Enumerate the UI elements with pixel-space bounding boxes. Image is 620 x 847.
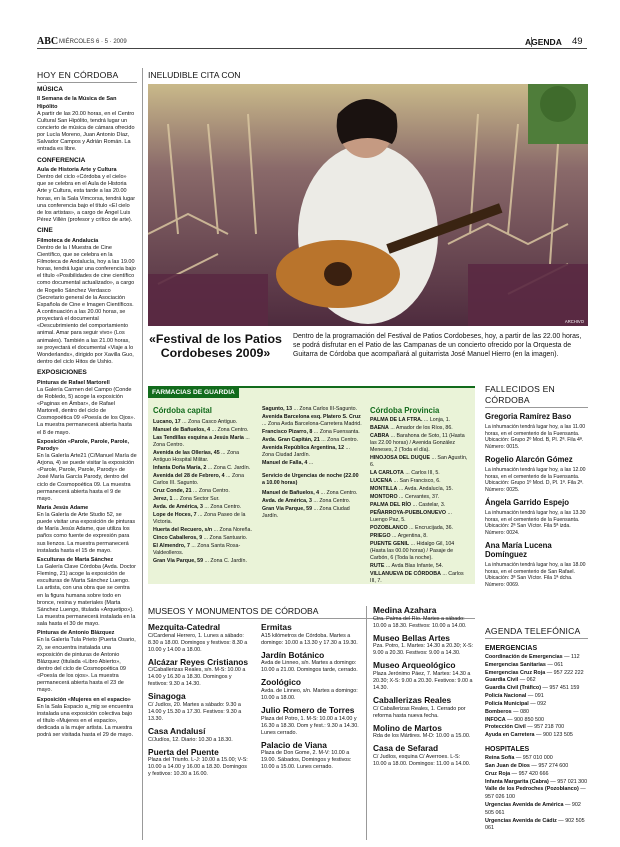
pharmacy-address: PUENTE GENIL: [370, 541, 410, 548]
event-title: II Semana de la Música de San Hipólito: [37, 96, 117, 110]
museum-name: Museo Arqueológico: [373, 660, 456, 671]
event-description: En la Galería Tula Prieto (Puerta Osario, 2), se encuentra instalada una exposición de pinturas de Antonio Blázquez (titulada «Libro Abierto», dentro del ciclo de Cosmopoética 09 «Poesía de los ojos». La muestra permanecerá abierta hasta el 23 de mayo.: [37, 637, 136, 694]
phone-number[interactable]: 957 451 159: [549, 685, 580, 692]
pharmacy-entry: Infanta Doña María, 2 ... Zona C. Jardín.: [153, 464, 251, 471]
phone-directory: [485, 626, 588, 833]
museum-entry: [261, 651, 363, 675]
museum-name: Museo Bellas Artes: [373, 632, 450, 643]
photo-credit: ARCHIVO: [564, 318, 584, 324]
obituaries-title: FALLECIDOS EN CÓRDOBA: [485, 384, 588, 408]
phone-entry: Infanta Margarita (Cabra) — 957 021 300: [485, 778, 588, 785]
pharmacy-address: Avenida Barcelona esq. Platero S. Cruz: [262, 414, 361, 421]
pharmacy-address: Avda. de América, 3: [153, 504, 203, 511]
pharmacy-col2: [262, 406, 362, 521]
pharmacy-entry: Francisco Pizarro, 8 ... Zona Fuensanta.: [262, 429, 360, 435]
pharmacy-entry: LA CARLOTA ... Carlos III, 5.: [370, 469, 440, 476]
event-description: En la Sala Espacio a_mig se encuentra instalada una exposición colectiva bajo el título «Mujeres en el espacio», dedicada a la mujer artista. La muestra podrá ser visitada hasta el 29 de mayo.: [37, 703, 134, 739]
pharmacy-entry: RUTE ... Avda Blas Infante, 54.: [370, 563, 444, 570]
pharmacy-entry: Sagunto, 13 ... Zona Carlos III-Sagunto.: [262, 406, 358, 412]
left-subsection-title: MÚSICA: [37, 86, 64, 93]
museum-hours: Ctra. Palma del Río. Martes a sábado: 10.00 a 18.30. Festivos: 10.00 a 14.00.: [373, 615, 467, 629]
pharmacy-zone: Lonja, 1.: [429, 416, 451, 423]
feature-kicker: INELUDIBLE CITA CON: [148, 70, 241, 80]
left-subsection-title: CONFERENCIA: [37, 156, 86, 164]
pharmacy-col1: [153, 406, 253, 566]
pharmacy-address: Manuel de Bañuelos, 4: [262, 489, 320, 496]
pharmacy-entry: Manuel de Bañuelos, 4 ... Zona Centro.: [153, 427, 249, 434]
phone-entry: Urgencias Avenida de América — 902 505 061: [485, 801, 581, 816]
pharmacy-zone: Zona Santuario.: [209, 535, 248, 542]
feature-photo: [148, 84, 588, 326]
museum-hours: C/ Judíos, 20. Martes a sábado: 9.30 a 14.00 y 15.30 a 17.30. Festivos: 9.30 a 13.30.: [148, 702, 242, 723]
pharmacy-entry: HINOJOSA DEL DUQUE ... San Agustín, 6.: [370, 454, 468, 468]
museum-name: Casa de Sefarad: [373, 743, 439, 754]
pharmacy-address: POZOBLANCO: [370, 525, 408, 532]
feature-body: Dentro de la programación del Festival de Patios Cordobeses, hoy, a partir de las 22.00 horas, se podrá disfrutar en el Patio de las Campanas de un concierto ofrecido por la Orquesta de Guitarra de Córdoba que acompañará al guitarrista José Manuel Hierro (en la imagen).: [293, 333, 582, 359]
museum-hours: Plaza del Potro, 1. M-S: 10.00 a 14.00 y 16.30 a 18.30. Dom y fest.: 9.30 a 14.30. Lunes cerrado.: [261, 715, 359, 736]
pharmacy-entry: MONTORO ... Cervantes, 37.: [370, 494, 440, 501]
phone-service: Ayuda en Carretera: [485, 732, 535, 739]
urgency-title: Servicio de Urgencias de noche (22.00 a 10.00 horas): [262, 472, 359, 486]
pharmacy-address: Manuel de Bañuelos, 4: [153, 427, 211, 434]
pharmacy-zone: Zona Antiguo Hospital Militar.: [153, 450, 240, 463]
museum-hours: Avda de Linneo, s/n. Martes a domingo: 10.00 a 21.00. Domingos tarde, cerrado.: [261, 660, 358, 674]
pharmacy-address: Manuel de Falla, 4: [262, 460, 308, 467]
museum-hours: Pza. Potro, 1. Martes: 14.30 a 20.30; X-S: 9.00 a 20.30. Festivos: 9.00 a 14.30.: [373, 643, 474, 657]
pharmacy-entry: Jerez, 1 ... Zona Sector Sur.: [153, 496, 220, 503]
phone-entry: Policía Municipal — 092: [485, 700, 547, 707]
pharmacy-zone: San Agustín, 6.: [370, 454, 468, 468]
pharmacy-entry: LUCENA ... San Francisco, 6.: [370, 477, 441, 484]
pharmacy-zone: Zona Fuensanta.: [319, 429, 360, 435]
phone-entry: Bomberos — 080: [485, 708, 530, 715]
pharmacy-entry: VILLANUEVA DE CÓRDOBA ... Carlos III, 7.: [370, 571, 464, 584]
pharmacy-zone: Zona Noreña.: [219, 527, 252, 534]
pharmacy-zone: Zona C. Jardín.: [210, 558, 247, 565]
museum-hours: Plaza de Don Gome, 2. M-V: 10.00 a 19.00. Sábados, Domingos y festivos: 10.00 a 15.00. Lunes cerrado.: [261, 750, 352, 771]
phone-number[interactable]: 902 505 061: [485, 817, 585, 832]
event-description: En la Galería de Arte Studio 52, se puede visitar una exposición de pinturas de María Jesús Adame, que utiliza los paños como fuente de expresión para sus lienzos. La muestra permanecerá instalada hasta el 15 de mayo.: [37, 512, 136, 554]
museum-entry: [261, 706, 363, 737]
emergencies-title: EMERGENCIAS: [485, 645, 538, 652]
pharmacy-entry: PALMA DE LA FTRA. ... Lonja, 1.: [370, 416, 451, 423]
museum-name: Medina Azahara: [373, 605, 437, 615]
phone-entry: Emergencias Sanitarias — 061: [485, 661, 564, 668]
pharmacy-address: PRIEGO: [370, 533, 391, 540]
pharmacy-zone: Zona Centro.: [217, 427, 249, 434]
phone-service: Emergencias Sanitarias: [485, 661, 546, 668]
museum-hours: A15 kilómetros de Córdoba. Martes a domingo: 10.00 a 13.30 y 17.30 a 19.30.: [261, 632, 358, 646]
museum-hours: C/Judíos, 12. Diario: 10.30 a 18.30.: [148, 736, 233, 743]
phone-entry: Reina Sofía — 957 010 000: [485, 755, 553, 762]
pharmacy-zone: Hidalgo Gil, 104 (Hasta las 00.00 horas) / Pasaje de Carbón, 6 (Toda la noche).: [370, 541, 455, 561]
museum-name: Mezquita-Catedral: [148, 622, 221, 632]
museum-entry: [373, 661, 475, 692]
phone-number[interactable]: 957 420 666: [518, 770, 549, 777]
pharmacy-address: PALMA DEL RÍO: [370, 502, 412, 509]
pharmacy-zone: Carlos III, 5.: [411, 469, 440, 476]
event-title: Pinturas de Antonio Blázquez: [37, 630, 115, 637]
pharmacy-entry: Las Tendillas esquina a Jesús María ... Zona Centro.: [153, 435, 250, 448]
pharmacy-zone: Avda Blas Infante, 54.: [391, 563, 444, 570]
patio-photo: [148, 84, 588, 326]
pharmacy-entry: Lucano, 17 ... Zona Casco Antiguo.: [153, 418, 238, 425]
event-description: La Galería Carmen del Campo (Conde de Robledo, 5) acoge la exposición «Paginas en Ámbar», de Rafael Martorell, dentro del ciclo de Cosmopoética 09 «Poesía de los Ojos». La muestra permanecerá abierta hasta el 8 de mayo.: [37, 386, 136, 436]
pharmacy-address: RUTE: [370, 563, 385, 570]
pharmacy-entry: PRIEGO ... Argentina, 8.: [370, 533, 428, 540]
phone-service: Guardia Civil: [485, 677, 519, 684]
phone-entry: Protección Civil — 957 218 700: [485, 724, 565, 731]
pharmacy-address: Avda. Gran Capitán, 21: [262, 437, 320, 444]
phone-number[interactable]: 112: [570, 653, 580, 660]
pharmacy-title-text: FARMACIAS DE GUARDIA: [152, 389, 235, 396]
museum-name: Palacio de Viana: [261, 739, 327, 750]
event-title: Filmoteca de Andalucía: [37, 237, 99, 244]
pharmacy-address: LUCENA: [370, 477, 393, 484]
pharmacy-zone: Zona C. Jardín.: [213, 464, 251, 471]
phone-entry: Guardia Civil (Tráfico) — 957 451 159: [485, 685, 580, 692]
phone-entry: Cruz Roja — 957 420 666: [485, 770, 549, 777]
burial-details: La inhumación tendrá lugar hoy, a las 13.30 horas, en el cementerio de la Fuensanta. Ubicación: 2ª San Víctor. Fila 5ª izda. Número: 0024.: [485, 509, 586, 537]
museum-hours: C/ Caballerizas Reales, 1. Cerrado por reforma hasta nueva fecha.: [373, 705, 466, 719]
pharmacy-entry: PALMA DEL RÍO ... Castelar, 3.: [370, 502, 446, 509]
museum-entry: [148, 658, 250, 689]
museum-entry: [261, 623, 363, 647]
phone-number[interactable]: 061: [554, 661, 564, 668]
museums-col-3: [373, 606, 475, 772]
museum-name: Jardín Botánico: [261, 649, 325, 660]
phone-number[interactable]: 957 222 222: [553, 669, 584, 676]
event-description: La Galería Clave Córdoba (Avda. Doctor Fleming, 21) acoge la exposición de esculturas de Marta Sánchez Luengo. La artista, con una obra que se centra en la figura humana sobre todo en bronce, resina y materiales (Marta Sánchez Luengo, titulada «Arquetipo»). La muestra permanecerá instalada en la sala hasta el 30 de mayo.: [37, 564, 136, 628]
pharmacy-address: Jerez, 1: [153, 496, 173, 503]
pharmacy-zone: Zona Centro.: [153, 441, 184, 448]
pharmacy-zone: Zona Carlos III. Sagunto.: [153, 473, 245, 486]
museum-hours: Rda de los Mártires. M-D: 10.00 a 15.00.: [373, 733, 471, 740]
museum-entry: [148, 748, 250, 779]
phone-service: Valle de los Pedroches (Pozoblanco): [485, 786, 579, 793]
phone-number[interactable]: 957 274 600: [538, 762, 569, 769]
pharmacy-zone: Carlos III, 7.: [370, 571, 464, 584]
phone-service: INFOCA: [485, 716, 506, 723]
museum-entry: [148, 623, 250, 654]
pharmacy-zone: Amador de los Ríos, 86.: [395, 425, 453, 432]
pharmacy-entry: Manuel de Falla, 4 ...: [262, 460, 314, 467]
pharmacy-col3: [370, 406, 470, 586]
phone-entry: Policía Nacional — 091: [485, 693, 544, 700]
pharmacy-address: Avenida República Argentina, 12: [262, 445, 345, 452]
event-description: Dentro de la I Muestra de Cine Científico, que se celebra en la Filmoteca de Andalucía, hoy a las 19.00 horas, tendrá lugar una conferencia bajo el título «Posibilidades de cine científico como documental actualizado», a cargo de Rogelio Sánchez Verdasco (Secretario general de la Asociación Española de Cine e Imagen Científicos. A continuación a las 20.00 horas, se proyectará el documental «Descubrimiento del comportamiento animal. Amar para seguir vivo» (Los animales). También a las 21.00 horas, se proyectará el documental «Viaje a lo Wonderlands», dirigido por Xavilla Guo, dentro del ciclo Hitos de Ushio.: [37, 244, 136, 365]
phone-number[interactable]: 092: [537, 700, 547, 707]
pharmacy-zone: Zona Centro.: [319, 497, 351, 504]
obituaries: [485, 384, 588, 594]
pharmacy-address: Gran Vía Parque, 59: [153, 558, 204, 565]
pharmacy-address: PEÑARROYA-PUEBLONUEVO: [370, 510, 447, 517]
pharmacy-entry: El Almendro, 7 ... Zona Santa Rosa-Valdeolleros.: [153, 543, 241, 557]
pharmacy-address: Huerta del Recuero, s/n: [153, 527, 213, 534]
pharmacy-zone: Avda. Andalucía, 15.: [404, 485, 453, 492]
museum-entry: [148, 727, 250, 744]
deceased-name: Ángela Garrido Espejo: [485, 497, 570, 507]
pharmacy-entry: Avenida Barcelona esq. Platero S. Cruz ... Zona Avda Barcelona-Carretera Madrid.: [262, 414, 362, 427]
museum-entry: [148, 692, 250, 723]
event-description: Dentro del ciclo «Córdoba y el cielo» que se celebra en el Aula de Historia Arte y Cultura, esta tarde a las 20.00 horas, en la Sala Vimcorsa, tendrá lugar una conferencia bajo el título «El cielo de los artistas», a cargo de Ángel Luis Pérez Villén (profesor y crítico de arte).: [37, 174, 136, 223]
pharmacy-zone: Zona Centro.: [327, 437, 359, 444]
brand-logo: ABC: [37, 36, 59, 47]
museums-col-2: [261, 623, 363, 775]
event-title: Pinturas de Rafael Martorell: [37, 379, 110, 386]
museum-entry: [373, 606, 475, 630]
pharmacy-zone: Zona Santa Rosa-Valdeolleros.: [153, 543, 241, 557]
phone-entry: Valle de los Pedroches (Pozoblanco) — 957 026 100: [485, 786, 586, 801]
phone-number[interactable]: 902 505 061: [485, 801, 581, 816]
deceased-name: Ana María Lucena Domínguez: [485, 540, 552, 559]
phone-number[interactable]: 062: [526, 677, 536, 684]
pharmacy-zone: Zona Ciudad Jardín.: [262, 452, 310, 458]
museum-hours: C/ Judíos, esquina C/ Averroes. L-S: 10.00 a 18.00. Domingos: 11.00 a 14.00.: [373, 754, 471, 768]
event-description: En la Galería Arte21 (C/Manuel María de Arjona, 4) se puede visitar la exposición «Parole, Parole, Parole, Parody» de José María García Parody, dentro del ciclo de Cosmopoética 09. La muestra permanecerá abierta hasta el 9 de mayo.: [37, 452, 137, 502]
phone-number[interactable]: 957 010 000: [522, 755, 553, 762]
burial-details: La inhumación tendrá lugar hoy, a las 12.00 horas, en el cementerio de la Fuensanta. Ubicación: Grupo 1º Mod. D, Pl. 1ª. Fila 2ª. Número: 0025.: [485, 466, 586, 494]
phone-service: Coordinación de Emergencias: [485, 653, 563, 660]
pharmacy-address: PALMA DE LA FTRA.: [370, 416, 423, 423]
phone-service: Urgencias Avenida de América: [485, 801, 564, 808]
pharmacy-zone: Zona Carlos III-Sagunto.: [299, 406, 358, 412]
phone-service: Reina Sofía: [485, 755, 515, 762]
museum-entry: [373, 634, 475, 658]
pharmacy-entry: Avenida República Argentina, 12 ... Zona Ciudad Jardín.: [262, 445, 350, 458]
museum-name: Molino de Martos: [373, 722, 442, 733]
pharmacy-address: CABRA: [370, 433, 390, 440]
pharmacy-entry: Gran Vía Parque, 59 ... Zona C. Jardín.: [153, 558, 247, 565]
museum-entry: [373, 744, 475, 768]
pharmacy-address: Avenida del 28 de Febrero, 4: [153, 473, 225, 480]
museum-entry: [373, 724, 475, 741]
museum-name: Caballerizas Reales: [373, 695, 452, 706]
phone-service: Policía Municipal: [485, 700, 529, 707]
phone-entry: San Juan de Dios — 957 274 600: [485, 762, 569, 769]
pharmacy-entry: Avda. de América, 3 ... Zona Centro.: [153, 504, 242, 511]
pharmacy-zone: Zona Centro.: [210, 504, 242, 511]
pharmacy-entry: Avda. Gran Capitán, 21 ... Zona Centro.: [262, 437, 359, 444]
phone-entry: INFOCA — 900 850 500: [485, 716, 545, 723]
burial-details: La inhumación tendrá lugar hoy, a las 11.00 horas, en el cementerio de la Fuensanta. Ubicación: Grupo 2º Mod. B, Pl. 2ª. Fila 4ª. Número: 0015.: [485, 423, 586, 451]
pharmacy-address: Cinco Caballeros, 9: [153, 535, 203, 542]
pharmacy-zone: Zona Sector Sur.: [179, 496, 220, 503]
left-column: [37, 70, 137, 840]
museum-entry: [261, 741, 363, 772]
pharmacy-address: Lope de Hoces, 7: [153, 512, 197, 519]
province-title: Córdoba Provincia: [370, 406, 440, 415]
page-number: 49: [572, 36, 583, 47]
phone-service: Bomberos: [485, 708, 512, 715]
pharmacy-zone: Cervantes, 37.: [404, 494, 440, 501]
event-title: Exposición «Parole, Parole, Parole, Parody»: [37, 438, 130, 452]
pharmacy-address: Infanta Doña María, 2: [153, 464, 207, 471]
hospitals-title: HOSPITALES: [485, 746, 530, 754]
museum-hours: C/Cardenal Herrero, 1. Lunes a sábado: 8.30 a 18.00. Domingos y festivos: 8.30 a 10.00 y 14.00 a 18.00.: [148, 632, 248, 653]
pharmacy-zone: San Francisco, 6.: [399, 477, 441, 484]
pharmacy-address: Cruz Conde, 21: [153, 487, 192, 494]
page-header: [37, 36, 587, 48]
pharmacy-zone: Luengo Paz, 5.: [370, 517, 406, 524]
pharmacy-entry: Gran Vía Parque, 59 ... Zona Ciudad Jardín.: [262, 505, 350, 519]
today-title: HOY EN CÓRDOBA: [37, 70, 137, 83]
page-date: MIÉRCOLES 6 · 5 · 2009: [59, 39, 127, 45]
museum-name: Puerta del Puente: [148, 746, 219, 757]
event-title: Aula de Historia Arte y Cultura: [37, 167, 117, 173]
pharmacy-address: Sagunto, 13: [262, 406, 293, 412]
museum-entry: [373, 696, 475, 720]
phone-number[interactable]: 957 021 300: [557, 778, 588, 785]
museum-name: Sinagoga: [148, 691, 186, 702]
pharmacy-address: El Almendro, 7: [153, 543, 190, 550]
burial-details: La inhumación tendrá lugar hoy, a las 18.00 horas, en el cementerio de San Rafael. Ubicación: 3ª San Víctor. Fila 1ª dcha. Número: 0069.: [485, 561, 586, 589]
museum-hours: Plaza Jerónimo Páez, 7. Martes: 14.30 a 20.30; X-S: 9.00 a 20.30. Festivos: 9.00 a 14.30.: [373, 671, 473, 692]
museum-entry: [261, 678, 363, 702]
phone-entry: Coordinación de Emergencias — 112: [485, 653, 580, 660]
museum-name: Zoológico: [261, 677, 302, 688]
pharmacy-zone: Zona Centro.: [198, 487, 230, 494]
deceased-name: Rogelio Alarcón Gómez: [485, 454, 573, 464]
phone-entry: Emergencias Cruz Roja — 957 222 222: [485, 669, 584, 676]
museum-name: Ermitas: [261, 622, 292, 632]
phone-service: Policía Nacional: [485, 693, 527, 700]
pharmacy-entry: Cruz Conde, 21 ... Zona Centro.: [153, 487, 230, 494]
pharmacy-zone: Zona Centro.: [326, 489, 358, 496]
phones-title: AGENDA TELEFÓNICA: [485, 626, 588, 639]
pharmacy-entry: BAENA ... Amador de los Ríos, 86.: [370, 425, 453, 432]
pharmacy-zone: Zona Avda Barcelona-Carretera Madrid.: [267, 420, 362, 427]
event-title: Esculturas de Marta Sánchez: [37, 556, 114, 563]
pharmacy-title: [148, 388, 239, 398]
pharmacy-address: Lucano, 17: [153, 418, 181, 425]
pharmacy-zone: Castelar, 3.: [418, 502, 446, 509]
museum-name: Alcázar Reyes Cristianos: [148, 656, 249, 667]
phone-service: Urgencias Avenida de Cádiz: [485, 817, 557, 824]
pharmacy-address: BAENA: [370, 425, 389, 432]
pharmacy-entry: MONTILLA ... Avda. Andalucía, 15.: [370, 485, 453, 492]
phone-entry: Guardia Civil — 062: [485, 677, 536, 684]
event-title: Exposición «Mujeres en el espacio»: [37, 696, 131, 703]
pharmacy-address: Avda. de América, 3: [262, 497, 312, 504]
pharmacy-zone: Argentina, 8.: [397, 533, 428, 540]
museums-title: MUSEOS Y MONUMENTOS DE CÓRDOBA: [148, 606, 475, 619]
pharmacy-zone: Encrucijada, 36.: [415, 525, 454, 532]
phone-service: Protección Civil: [485, 724, 526, 731]
pharmacy-address: Las Tendillas esquina a Jesús María: [153, 435, 244, 442]
museum-hours: Avda. de Linneo, s/n. Martes a domingo: 10.00 a 18.00.: [261, 688, 358, 702]
pharmacy-address: MONTILLA: [370, 485, 398, 492]
pharmacy-entry: Avenida del 28 de Febrero, 4 ... Zona Carlos III. Sagunto.: [153, 473, 245, 486]
pharmacy-entry: POZOBLANCO ... Encrucijada, 36.: [370, 525, 454, 532]
museum-hours: Plaza del Triunfo. L-J: 10.00 a 15.00; V-S: 10.00 a 14.00 y 16.00 a 18.30. Domingos y festivos: 10.30 a 16.00.: [148, 757, 248, 778]
pharmacy-address: Gran Vía Parque, 59: [262, 505, 313, 512]
phone-number[interactable]: 080: [520, 708, 530, 715]
pharmacy-address: LA CARLOTA: [370, 469, 404, 476]
phone-entry: Urgencias Avenida de Cádiz — 902 505 061: [485, 817, 585, 832]
pharmacy-entry: PUENTE GENIL ... Hidalgo Gil, 104 (Hasta las 00.00 horas) / Pasaje de Carbón, 6 (Toda la noche).: [370, 541, 455, 561]
event-title: María Jesús Adame: [37, 504, 89, 511]
deceased-name: Gregoria Ramírez Baso: [485, 412, 572, 421]
pharmacy-box: [148, 386, 475, 584]
pharmacy-zone: Zona Paseo de la Victoria.: [153, 512, 246, 526]
pharmacy-entry: CABRA ... Barahona de Soto, 11 (Hasta las 22.00 horas) / Avenida González Meneses, 2 (Toda el día).: [370, 433, 465, 453]
pharmacy-address: VILLANUEVA DE CÓRDOBA: [370, 571, 441, 578]
museums-col-1: [148, 623, 250, 782]
pharmacy-entry: Lope de Hoces, 7 ... Zona Paseo de la Victoria.: [153, 512, 246, 526]
pharmacy-zone: Barahona de Soto, 11 (Hasta las 22.00 horas) / Avenida González Meneses, 2 (Toda el día).: [370, 433, 465, 453]
pharmacy-address: Avenida de las Ollerías, 45: [153, 450, 220, 457]
pharmacy-address: Francisco Pizarro, 8: [262, 429, 313, 435]
pharmacy-entry: Avenida de las Ollerías, 45 ... Zona Antiguo Hospital Militar.: [153, 450, 240, 463]
phone-service: Emergencias Cruz Roja: [485, 669, 546, 676]
museum-name: Casa Andalusí: [148, 726, 206, 737]
pharmacy-zone: Zona Casco Antiguo.: [188, 418, 238, 425]
capital-title: Córdoba capital: [153, 406, 212, 415]
museum-hours: C/Caballerizas Reales, s/n. M-S: 10.00 a 14.00 y 16.30 a 18.30. Domingos y festivos: 9.30 a 14.30.: [148, 667, 246, 688]
left-subsection-title: EXPOSICIONES: [37, 369, 87, 377]
pharmacy-address: MONTORO: [370, 494, 398, 501]
phone-number[interactable]: 091: [534, 693, 544, 700]
pharmacy-entry: PEÑARROYA-PUEBLONUEVO ... Luengo Paz, 5.: [370, 510, 452, 524]
phone-service: Infanta Margarita (Cabra): [485, 778, 549, 785]
pharmacy-entry: Avda. de América, 3 ... Zona Centro.: [262, 497, 351, 504]
pharmacy-entry: Cinco Caballeros, 9 ... Zona Santuario.: [153, 535, 248, 542]
phone-entry: Ayuda en Carretera — 900 123 505: [485, 732, 573, 739]
phone-service: Cruz Roja: [485, 770, 511, 777]
pharmacy-entry: Manuel de Bañuelos, 4 ... Zona Centro.: [262, 489, 358, 496]
phone-number[interactable]: 900 850 500: [514, 716, 545, 723]
phone-number[interactable]: 900 123 505: [542, 732, 573, 739]
museum-name: Julio Romero de Torres: [261, 705, 355, 716]
phone-number[interactable]: 957 218 700: [534, 724, 565, 731]
phone-service: Guardia Civil (Tráfico): [485, 685, 542, 692]
event-description: A partir de las 20.00 horas, en el Centro Cultural San Hipólito, tendrá lugar un concierto de música de cámara ofrecido por Lucía Moreno, Juan Antonio Díaz, Salvador Campos y Adrián Román. La entrada es libre.: [37, 110, 135, 153]
pharmacy-entry: Huerta del Recuero, s/n ... Zona Noreña.: [153, 527, 252, 534]
pharmacy-zone: Zona Ciudad Jardín.: [262, 505, 350, 519]
pharmacy-address: HINOJOSA DEL DUQUE: [370, 454, 431, 461]
left-subsection-title: CINE: [37, 227, 53, 235]
phone-service: San Juan de Dios: [485, 762, 530, 769]
phone-number[interactable]: 957 026 100: [485, 794, 515, 801]
section-title: AGENDA: [525, 37, 562, 47]
feature-headline: «Festival de los Patios Cordobeses 2009»: [149, 332, 282, 361]
